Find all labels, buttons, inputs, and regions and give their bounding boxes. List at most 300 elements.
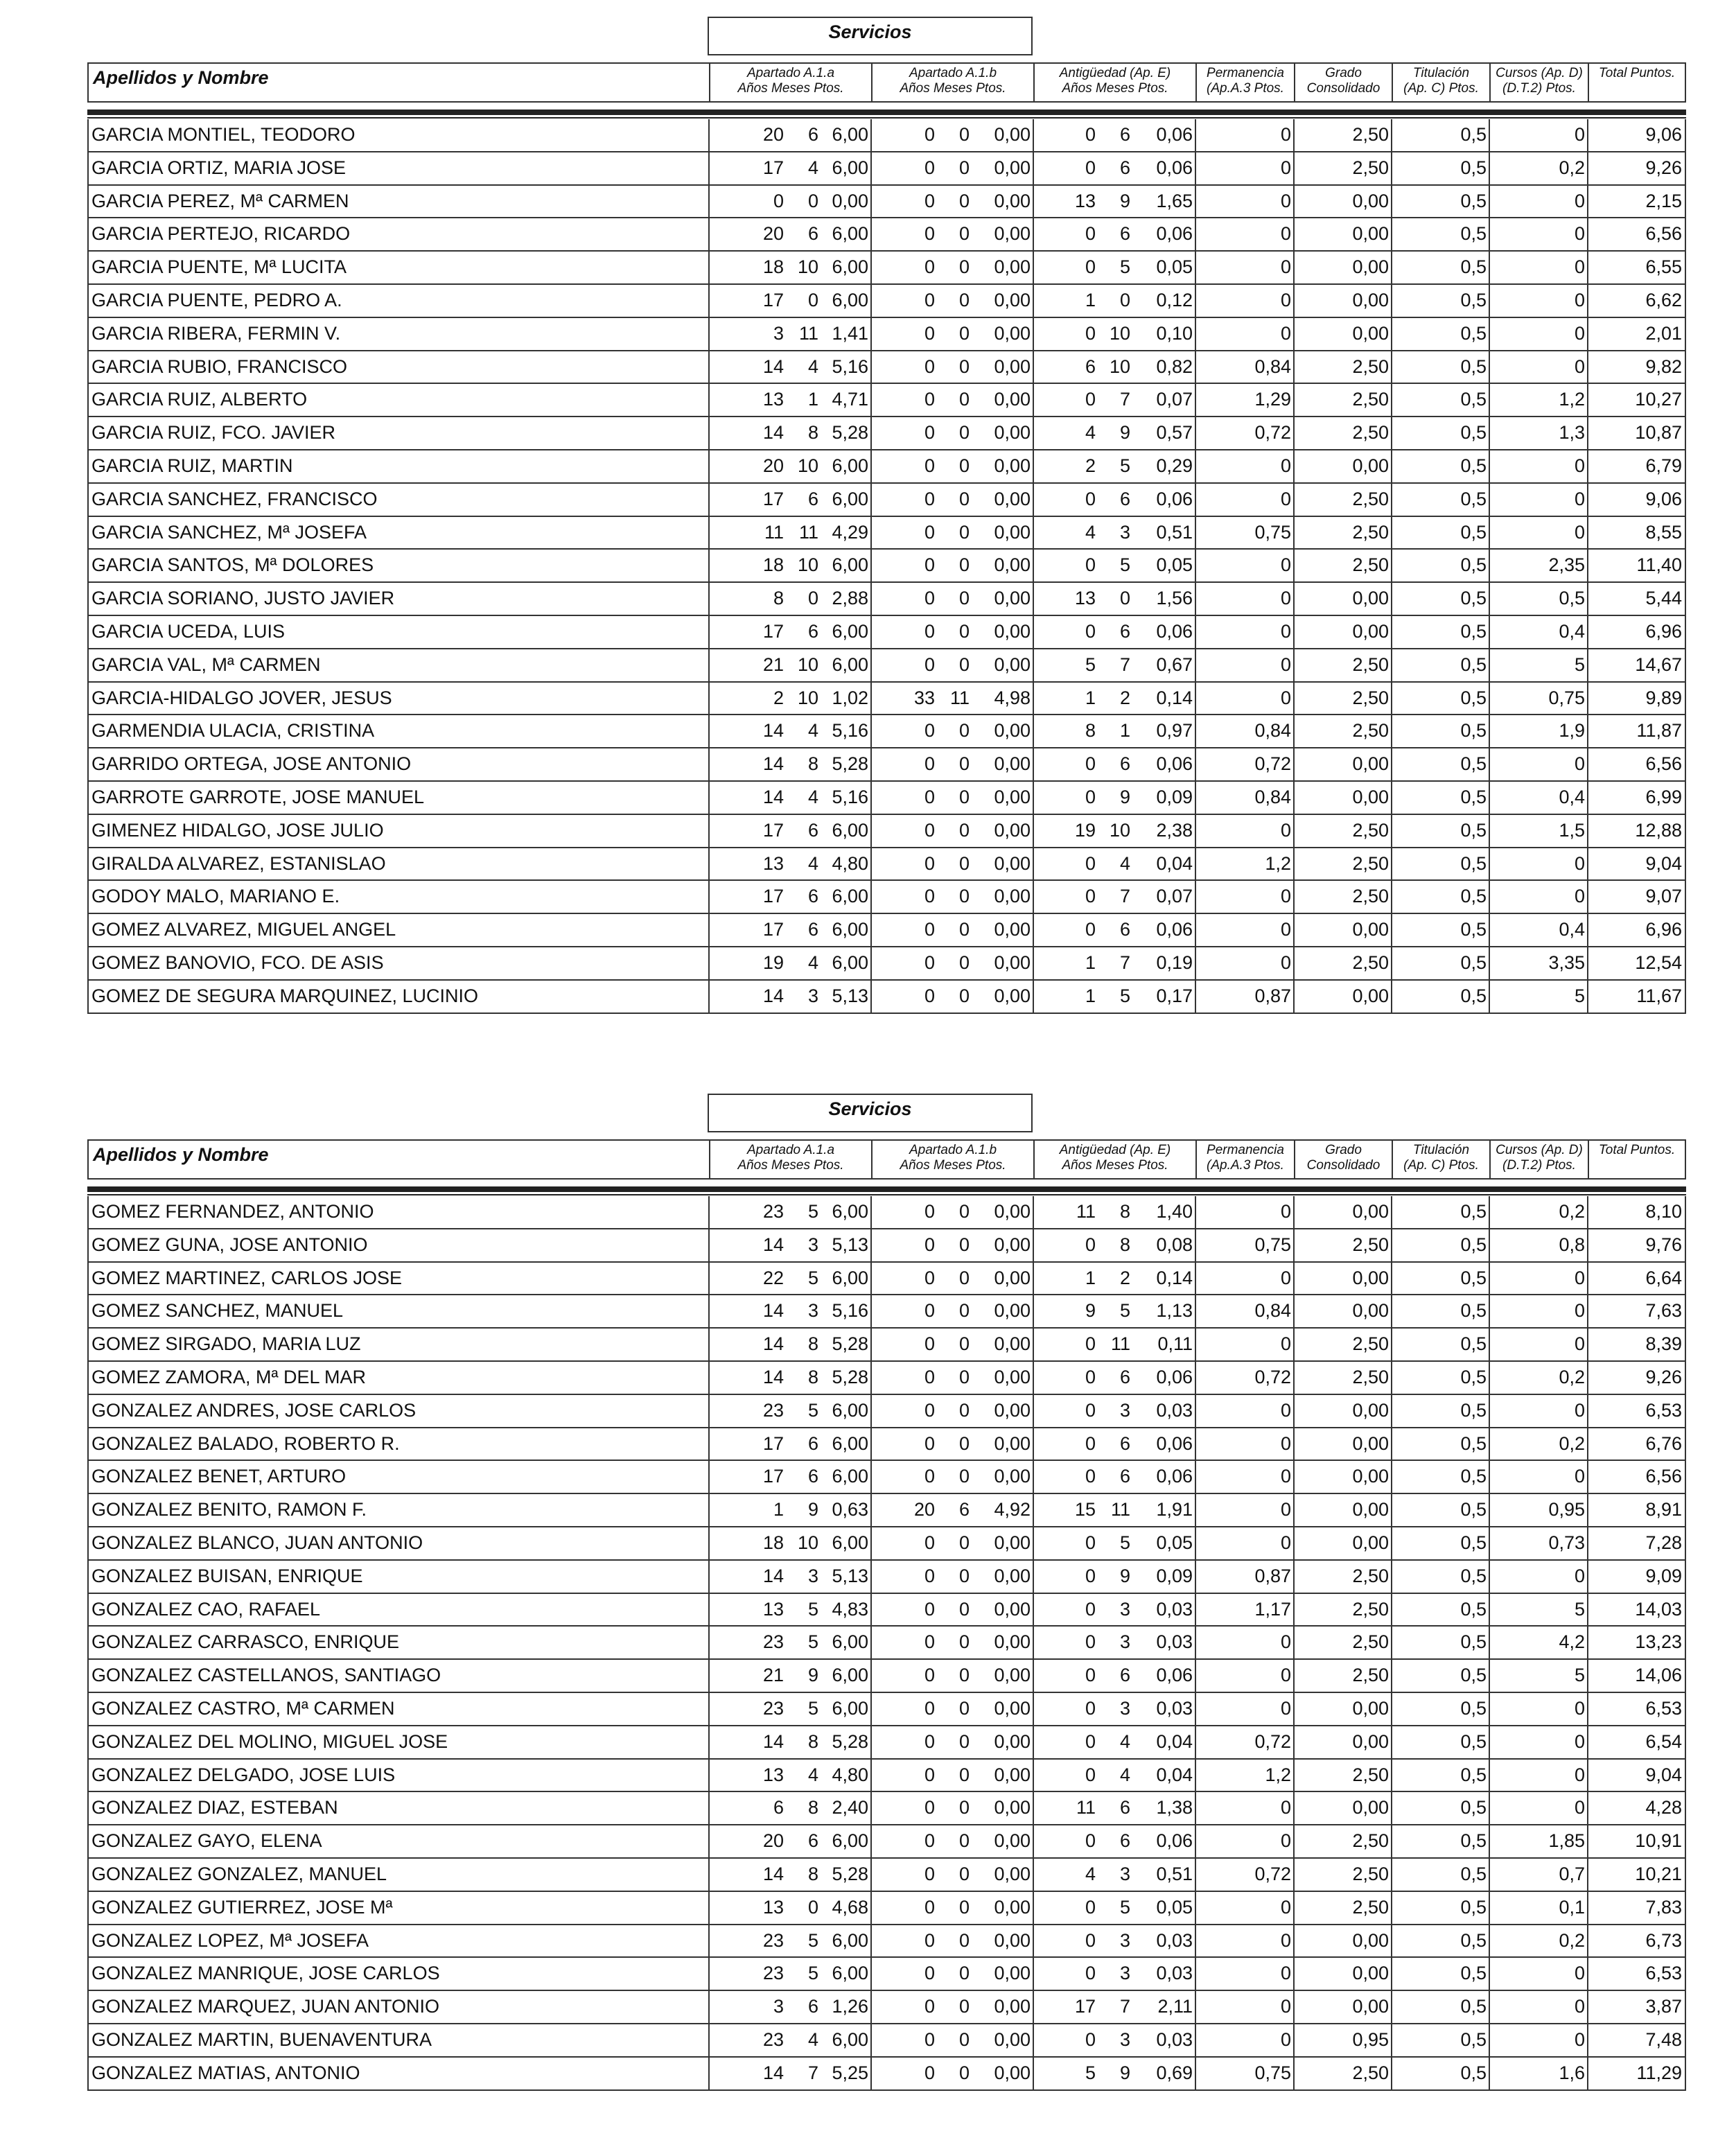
column-divider bbox=[1391, 285, 1392, 317]
a1b-meses-cell: 0 bbox=[958, 389, 970, 410]
column-divider bbox=[1587, 715, 1588, 747]
grado-cell: 0,00 bbox=[1352, 1267, 1389, 1288]
perm-cell: 0 bbox=[1280, 488, 1291, 509]
a1b-anos-cell: 0 bbox=[924, 1399, 935, 1421]
column-divider bbox=[1033, 1229, 1034, 1261]
column-divider bbox=[1033, 285, 1034, 317]
grado-cell: 0,00 bbox=[1352, 455, 1389, 476]
a1a-ptos-cell: 6,00 bbox=[832, 1532, 868, 1553]
name-cell: GONZALEZ GONZALEZ, MANUEL bbox=[91, 1863, 387, 1884]
antig-meses-cell: 5 bbox=[1119, 1532, 1130, 1553]
cursos-cell: 5 bbox=[1574, 654, 1585, 675]
column-divider bbox=[1391, 1892, 1392, 1924]
column-divider bbox=[1033, 252, 1034, 283]
column-divider bbox=[1293, 848, 1295, 880]
name-cell: GARCIA SANCHEZ, Mª JOSEFA bbox=[91, 521, 367, 543]
column-divider bbox=[1587, 1329, 1588, 1360]
column-divider bbox=[1587, 1726, 1588, 1758]
perm-cell: 0 bbox=[1280, 588, 1291, 609]
cursos-cell: 1,6 bbox=[1559, 2062, 1585, 2083]
column-divider bbox=[708, 947, 710, 979]
column-divider bbox=[1195, 1660, 1196, 1692]
table-row bbox=[89, 616, 1685, 649]
antig-anos-cell: 0 bbox=[1085, 1830, 1096, 1852]
column-divider bbox=[1391, 715, 1392, 747]
column-divider bbox=[708, 119, 710, 151]
perm-cell: 0,75 bbox=[1254, 1234, 1291, 1255]
name-cell: GARCIA PUENTE, Mª LUCITA bbox=[91, 256, 347, 278]
a1b-meses-cell: 0 bbox=[958, 1896, 970, 1918]
column-divider bbox=[1033, 186, 1034, 218]
table-row bbox=[89, 186, 1685, 219]
antig-ptos-cell: 0,11 bbox=[1157, 1333, 1193, 1355]
antig-meses-cell: 11 bbox=[1110, 1333, 1130, 1355]
column-divider bbox=[1293, 715, 1295, 747]
column-divider bbox=[1033, 1726, 1034, 1758]
column-divider bbox=[1489, 517, 1490, 549]
tit-cell: 0,5 bbox=[1460, 1466, 1487, 1487]
cursos-cell: 4,2 bbox=[1559, 1631, 1585, 1653]
a1a-meses-cell: 6 bbox=[807, 1466, 818, 1487]
a1a-anos-cell: 14 bbox=[762, 753, 784, 775]
a1a-anos-cell: 19 bbox=[762, 952, 784, 973]
cursos-cell: 0,4 bbox=[1559, 786, 1585, 807]
col-cursos-title: Cursos (Ap. D) bbox=[1496, 1143, 1583, 1157]
antig-anos-cell: 0 bbox=[1085, 1565, 1096, 1586]
column-divider bbox=[1587, 1295, 1588, 1327]
tit-cell: 0,5 bbox=[1460, 1863, 1487, 1884]
a1a-meses-cell: 8 bbox=[807, 753, 818, 775]
column-divider bbox=[1489, 1229, 1490, 1261]
perm-cell: 0,75 bbox=[1254, 2062, 1291, 2083]
column-divider bbox=[1195, 1196, 1196, 1228]
a1a-meses-cell: 5 bbox=[807, 1267, 818, 1288]
a1a-ptos-cell: 5,16 bbox=[832, 786, 868, 807]
column-divider bbox=[1195, 914, 1196, 946]
a1a-meses-cell: 8 bbox=[807, 1730, 818, 1752]
a1b-meses-cell: 0 bbox=[958, 124, 970, 145]
a1b-ptos-cell: 0,00 bbox=[994, 1929, 1031, 1951]
table-row bbox=[89, 1461, 1685, 1494]
header-divider-thin bbox=[87, 1194, 1686, 1195]
column-divider bbox=[708, 1263, 710, 1295]
col-perm-title: Permanencia bbox=[1207, 1143, 1284, 1157]
a1b-anos-cell: 0 bbox=[924, 1896, 935, 1918]
perm-cell: 0 bbox=[1280, 322, 1291, 344]
column-divider bbox=[1489, 2058, 1490, 2089]
a1a-anos-cell: 17 bbox=[762, 289, 784, 310]
a1b-anos-cell: 0 bbox=[924, 1764, 935, 1785]
table-row bbox=[89, 1892, 1685, 1925]
a1a-ptos-cell: 6,00 bbox=[832, 455, 868, 476]
a1a-meses-cell: 6 bbox=[807, 620, 818, 642]
tit-cell: 0,5 bbox=[1460, 1697, 1487, 1719]
column-divider bbox=[1033, 748, 1034, 780]
header-divider-thick bbox=[87, 109, 1686, 115]
table-row bbox=[89, 1825, 1685, 1859]
column-divider bbox=[1489, 1263, 1490, 1295]
a1b-meses-cell: 11 bbox=[949, 687, 970, 708]
grado-cell: 2,50 bbox=[1352, 654, 1389, 675]
antig-anos-cell: 0 bbox=[1085, 1333, 1096, 1355]
a1b-ptos-cell: 0,00 bbox=[994, 1565, 1031, 1586]
table-row bbox=[89, 1494, 1685, 1527]
column-divider bbox=[1587, 384, 1588, 416]
antig-ptos-cell: 0,03 bbox=[1156, 1963, 1193, 1984]
cursos-cell: 5 bbox=[1574, 1598, 1585, 1620]
perm-cell: 0,87 bbox=[1254, 985, 1291, 1006]
antig-meses-cell: 0 bbox=[1119, 588, 1130, 609]
column-divider bbox=[708, 815, 710, 847]
column-divider bbox=[708, 186, 710, 218]
col-a1b bbox=[871, 64, 1033, 101]
table-row bbox=[89, 1263, 1685, 1296]
table-row bbox=[89, 1792, 1685, 1825]
antig-meses-cell: 3 bbox=[1119, 1399, 1130, 1421]
cursos-cell: 1,5 bbox=[1559, 819, 1585, 841]
antig-ptos-cell: 0,04 bbox=[1156, 1730, 1193, 1752]
column-divider bbox=[1293, 1527, 1295, 1559]
column-divider bbox=[870, 550, 872, 581]
column-divider bbox=[870, 1527, 872, 1559]
a1b-meses-cell: 0 bbox=[958, 2062, 970, 2083]
a1b-anos-cell: 0 bbox=[924, 852, 935, 874]
column-divider bbox=[870, 815, 872, 847]
column-divider bbox=[1293, 683, 1295, 715]
a1a-anos-cell: 23 bbox=[762, 1697, 784, 1719]
a1a-anos-cell: 18 bbox=[762, 1532, 784, 1553]
column-divider bbox=[1587, 1892, 1588, 1924]
table-row bbox=[89, 1726, 1685, 1760]
column-divider bbox=[1587, 484, 1588, 516]
column-divider bbox=[1293, 1726, 1295, 1758]
a1b-ptos-cell: 0,00 bbox=[994, 124, 1031, 145]
antig-ptos-cell: 0,06 bbox=[1156, 620, 1193, 642]
column-divider bbox=[870, 1792, 872, 1824]
column-divider bbox=[1391, 450, 1392, 482]
col-apellidos: Apellidos y Nombre bbox=[93, 1144, 269, 1165]
column-divider bbox=[1391, 1627, 1392, 1658]
a1b-ptos-cell: 0,00 bbox=[994, 2062, 1031, 2083]
column-divider bbox=[708, 1527, 710, 1559]
column-divider bbox=[1587, 1859, 1588, 1891]
column-divider bbox=[708, 1428, 710, 1460]
column-divider bbox=[1489, 683, 1490, 715]
a1a-anos-cell: 14 bbox=[762, 720, 784, 742]
column-divider bbox=[708, 1991, 710, 2023]
grado-cell: 2,50 bbox=[1352, 389, 1389, 410]
a1a-ptos-cell: 6,00 bbox=[832, 1631, 868, 1653]
column-divider bbox=[708, 914, 710, 946]
a1b-ptos-cell: 0,00 bbox=[994, 1598, 1031, 1620]
col-total-title: Total Puntos. bbox=[1598, 1143, 1676, 1157]
grado-cell: 2,50 bbox=[1352, 422, 1389, 444]
column-divider bbox=[1391, 683, 1392, 715]
name-cell: GONZALEZ MARTIN, BUENAVENTURA bbox=[91, 2028, 432, 2050]
a1a-meses-cell: 3 bbox=[807, 1565, 818, 1586]
column-divider bbox=[1195, 1494, 1196, 1526]
tit-cell: 0,5 bbox=[1460, 289, 1487, 310]
column-divider bbox=[708, 1958, 710, 1990]
antig-anos-cell: 13 bbox=[1074, 190, 1096, 211]
a1a-anos-cell: 20 bbox=[762, 223, 784, 245]
a1b-ptos-cell: 0,00 bbox=[994, 1201, 1031, 1222]
column-divider bbox=[870, 152, 872, 184]
antig-ptos-cell: 0,09 bbox=[1156, 1565, 1193, 1586]
column-divider bbox=[1195, 1825, 1196, 1857]
column-divider bbox=[1195, 119, 1196, 151]
total-cell: 9,89 bbox=[1645, 687, 1682, 708]
a1a-ptos-cell: 6,00 bbox=[832, 1697, 868, 1719]
name-cell: GARCIA ORTIZ, MARIA JOSE bbox=[91, 157, 347, 178]
column-divider bbox=[1033, 2058, 1034, 2089]
col-antig-sub: Años Meses Ptos. bbox=[1062, 81, 1168, 96]
antig-meses-cell: 3 bbox=[1119, 1598, 1130, 1620]
antig-meses-cell: 7 bbox=[1119, 952, 1130, 973]
table-row bbox=[89, 881, 1685, 914]
column-divider bbox=[1587, 1561, 1588, 1593]
antig-anos-cell: 2 bbox=[1085, 455, 1096, 476]
column-divider bbox=[708, 550, 710, 581]
column-divider bbox=[1195, 1925, 1196, 1957]
a1b-meses-cell: 6 bbox=[958, 1499, 970, 1520]
column-divider bbox=[1489, 152, 1490, 184]
col-grado bbox=[1294, 64, 1392, 101]
tit-cell: 0,5 bbox=[1460, 852, 1487, 874]
a1b-meses-cell: 0 bbox=[958, 886, 970, 907]
column-divider bbox=[1195, 1428, 1196, 1460]
antig-anos-cell: 0 bbox=[1085, 1532, 1096, 1553]
a1b-meses-cell: 0 bbox=[958, 1929, 970, 1951]
a1b-meses-cell: 0 bbox=[958, 1366, 970, 1387]
column-divider bbox=[1489, 1329, 1490, 1360]
column-divider bbox=[1033, 1991, 1034, 2023]
a1b-anos-cell: 0 bbox=[924, 654, 935, 675]
column-divider bbox=[870, 1461, 872, 1493]
column-divider bbox=[870, 683, 872, 715]
tit-cell: 0,5 bbox=[1460, 952, 1487, 973]
a1a-anos-cell: 17 bbox=[762, 488, 784, 509]
a1b-meses-cell: 0 bbox=[958, 1730, 970, 1752]
tit-cell: 0,5 bbox=[1460, 1631, 1487, 1653]
column-divider bbox=[708, 218, 710, 250]
a1b-anos-cell: 0 bbox=[924, 919, 935, 940]
tit-cell: 0,5 bbox=[1460, 654, 1487, 675]
column-divider bbox=[1195, 583, 1196, 615]
a1a-anos-cell: 13 bbox=[762, 852, 784, 874]
perm-cell: 0 bbox=[1280, 1929, 1291, 1951]
cursos-cell: 0 bbox=[1574, 1300, 1585, 1322]
antig-meses-cell: 3 bbox=[1119, 1929, 1130, 1951]
perm-cell: 0 bbox=[1280, 1830, 1291, 1852]
antig-anos-cell: 0 bbox=[1085, 1399, 1096, 1421]
column-divider bbox=[1587, 616, 1588, 648]
column-divider bbox=[870, 1395, 872, 1427]
grado-cell: 0,00 bbox=[1352, 1201, 1389, 1222]
column-divider bbox=[1033, 616, 1034, 648]
cursos-cell: 0 bbox=[1574, 521, 1585, 543]
a1a-anos-cell: 13 bbox=[762, 1598, 784, 1620]
column-divider bbox=[1033, 1760, 1034, 1791]
column-divider bbox=[870, 2024, 872, 2056]
a1a-ptos-cell: 6,00 bbox=[832, 1929, 868, 1951]
column-divider bbox=[708, 1594, 710, 1626]
column-divider bbox=[1033, 782, 1034, 814]
antig-meses-cell: 5 bbox=[1119, 256, 1130, 278]
column-divider bbox=[1391, 1329, 1392, 1360]
name-cell: GARCIA SORIANO, JUSTO JAVIER bbox=[91, 588, 395, 609]
antig-anos-cell: 0 bbox=[1085, 1432, 1096, 1454]
total-cell: 8,39 bbox=[1645, 1333, 1682, 1355]
col-grado-sub: Consolidado bbox=[1306, 81, 1380, 96]
column-divider bbox=[1293, 815, 1295, 847]
perm-cell: 0 bbox=[1280, 223, 1291, 245]
column-divider bbox=[870, 119, 872, 151]
table-row bbox=[89, 119, 1685, 152]
column-divider bbox=[1391, 218, 1392, 250]
column-divider bbox=[708, 1760, 710, 1791]
col-grado-title: Grado bbox=[1325, 66, 1362, 80]
column-divider bbox=[1587, 218, 1588, 250]
grado-cell: 0,00 bbox=[1352, 1730, 1389, 1752]
total-cell: 6,55 bbox=[1645, 256, 1682, 278]
antig-meses-cell: 9 bbox=[1119, 422, 1130, 444]
cursos-cell: 0 bbox=[1574, 1963, 1585, 1984]
antig-ptos-cell: 0,05 bbox=[1156, 554, 1193, 576]
name-cell: GONZALEZ MATIAS, ANTONIO bbox=[91, 2062, 360, 2083]
col-tit-sub: (Ap. C) Ptos. bbox=[1403, 1158, 1479, 1173]
a1b-anos-cell: 0 bbox=[924, 1201, 935, 1222]
column-divider bbox=[1195, 1329, 1196, 1360]
perm-cell: 0 bbox=[1280, 1896, 1291, 1918]
column-divider bbox=[1391, 186, 1392, 218]
a1b-ptos-cell: 0,00 bbox=[994, 1697, 1031, 1719]
tit-cell: 0,5 bbox=[1460, 687, 1487, 708]
antig-anos-cell: 0 bbox=[1085, 1366, 1096, 1387]
antig-anos-cell: 9 bbox=[1085, 1300, 1096, 1322]
total-cell: 9,04 bbox=[1645, 1764, 1682, 1785]
name-cell: GARRIDO ORTEGA, JOSE ANTONIO bbox=[91, 753, 412, 775]
col-perm-sub: (Ap.A.3 Ptos. bbox=[1207, 1158, 1284, 1173]
a1a-ptos-cell: 6,00 bbox=[832, 1466, 868, 1487]
name-cell: GONZALEZ DELGADO, JOSE LUIS bbox=[91, 1764, 396, 1785]
a1a-anos-cell: 23 bbox=[762, 2028, 784, 2050]
antig-anos-cell: 1 bbox=[1085, 289, 1096, 310]
total-cell: 6,73 bbox=[1645, 1929, 1682, 1951]
col-cursos bbox=[1489, 1141, 1588, 1178]
antig-anos-cell: 0 bbox=[1085, 886, 1096, 907]
column-divider bbox=[1195, 1461, 1196, 1493]
total-cell: 4,28 bbox=[1645, 1797, 1682, 1818]
table-row bbox=[89, 947, 1685, 981]
column-divider bbox=[870, 285, 872, 317]
column-divider bbox=[1587, 782, 1588, 814]
a1b-meses-cell: 0 bbox=[958, 190, 970, 211]
a1a-ptos-cell: 5,16 bbox=[832, 356, 868, 377]
antig-meses-cell: 9 bbox=[1119, 190, 1130, 211]
col-grado bbox=[1294, 1141, 1392, 1178]
cursos-cell: 0,2 bbox=[1559, 157, 1585, 178]
a1a-ptos-cell: 4,71 bbox=[832, 389, 868, 410]
col-a1a bbox=[709, 1141, 871, 1178]
total-cell: 3,87 bbox=[1645, 1996, 1682, 2017]
name-cell: GARCIA RIBERA, FERMIN V. bbox=[91, 322, 341, 344]
column-divider bbox=[870, 782, 872, 814]
cursos-cell: 0,2 bbox=[1559, 1201, 1585, 1222]
antig-ptos-cell: 0,06 bbox=[1156, 1432, 1193, 1454]
column-divider bbox=[1587, 1494, 1588, 1526]
table-row bbox=[89, 1428, 1685, 1462]
antig-meses-cell: 9 bbox=[1119, 786, 1130, 807]
column-divider bbox=[1587, 186, 1588, 218]
column-divider bbox=[1195, 1295, 1196, 1327]
column-divider bbox=[708, 1494, 710, 1526]
a1a-anos-cell: 14 bbox=[762, 1863, 784, 1884]
a1a-anos-cell: 14 bbox=[762, 2062, 784, 2083]
perm-cell: 0 bbox=[1280, 1267, 1291, 1288]
a1b-ptos-cell: 0,00 bbox=[994, 157, 1031, 178]
column-divider bbox=[1293, 285, 1295, 317]
cursos-cell: 0,5 bbox=[1559, 588, 1585, 609]
column-divider bbox=[1195, 318, 1196, 350]
col-grado-title: Grado bbox=[1325, 1143, 1362, 1157]
column-divider bbox=[1195, 417, 1196, 449]
grado-cell: 2,50 bbox=[1352, 687, 1389, 708]
tit-cell: 0,5 bbox=[1460, 1399, 1487, 1421]
column-divider bbox=[1587, 1627, 1588, 1658]
column-divider bbox=[870, 1693, 872, 1725]
name-cell: GONZALEZ DIAZ, ESTEBAN bbox=[91, 1797, 338, 1818]
column-divider bbox=[1195, 782, 1196, 814]
antig-anos-cell: 0 bbox=[1085, 1631, 1096, 1653]
antig-meses-cell: 7 bbox=[1119, 654, 1130, 675]
table-row bbox=[89, 384, 1685, 417]
a1a-ptos-cell: 6,00 bbox=[832, 124, 868, 145]
tit-cell: 0,5 bbox=[1460, 753, 1487, 775]
name-cell: GARCIA PERTEJO, RICARDO bbox=[91, 223, 351, 245]
antig-ptos-cell: 0,12 bbox=[1156, 289, 1193, 310]
tit-cell: 0,5 bbox=[1460, 389, 1487, 410]
column-divider bbox=[1587, 1925, 1588, 1957]
column-divider bbox=[1489, 1892, 1490, 1924]
name-cell: GONZALEZ CARRASCO, ENRIQUE bbox=[91, 1631, 400, 1653]
a1b-anos-cell: 0 bbox=[924, 1598, 935, 1620]
column-divider bbox=[1489, 1726, 1490, 1758]
grado-cell: 0,00 bbox=[1352, 1300, 1389, 1322]
column-divider bbox=[708, 2024, 710, 2056]
antig-ptos-cell: 2,11 bbox=[1157, 1996, 1193, 2017]
a1a-meses-cell: 4 bbox=[807, 852, 818, 874]
a1b-meses-cell: 0 bbox=[958, 1565, 970, 1586]
a1b-ptos-cell: 0,00 bbox=[994, 1466, 1031, 1487]
grado-cell: 0,00 bbox=[1352, 1929, 1389, 1951]
total-cell: 6,56 bbox=[1645, 753, 1682, 775]
tit-cell: 0,5 bbox=[1460, 488, 1487, 509]
column-divider bbox=[1033, 218, 1034, 250]
a1a-anos-cell: 3 bbox=[773, 322, 784, 344]
a1a-ptos-cell: 5,25 bbox=[832, 2062, 868, 2083]
column-divider bbox=[870, 881, 872, 913]
a1b-anos-cell: 0 bbox=[924, 124, 935, 145]
column-divider bbox=[708, 517, 710, 549]
table-row bbox=[89, 1660, 1685, 1693]
name-cell: GARCIA RUBIO, FRANCISCO bbox=[91, 356, 348, 377]
total-cell: 6,54 bbox=[1645, 1730, 1682, 1752]
a1a-ptos-cell: 6,00 bbox=[832, 256, 868, 278]
column-divider bbox=[1293, 1561, 1295, 1593]
column-divider bbox=[1489, 1693, 1490, 1725]
a1a-ptos-cell: 2,40 bbox=[832, 1797, 868, 1818]
